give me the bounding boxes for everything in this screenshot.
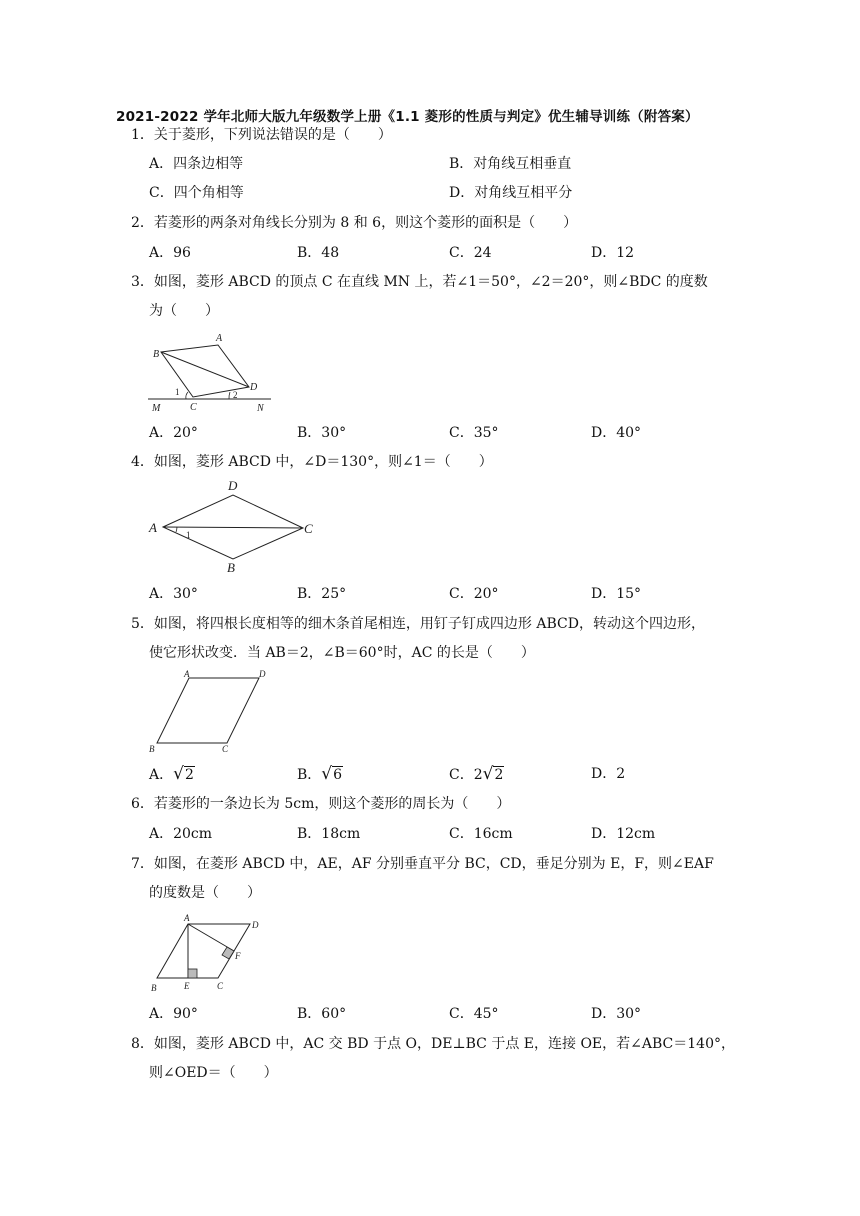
question-7-option-d: D．30°: [591, 1006, 642, 1022]
question-5-stem-line2: 使它形状改变．当 AB＝2，∠B＝60°时，AC 的长是（ ）: [149, 645, 535, 661]
question-8-stem-line1: 8．如图，菱形 ABCD 中，AC 交 BD 于点 O，DE⊥BC 于点 E，连接 OE，若∠ABC＝140°，: [131, 1036, 735, 1052]
question-1-option-a: A．四条边相等: [149, 156, 244, 172]
q3-label-d: D: [250, 382, 258, 393]
question-6-option-d: D．12cm: [591, 826, 656, 842]
question-6-option-a: A．20cm: [149, 826, 213, 842]
question-3-option-a: A．20°: [149, 425, 198, 441]
document-title: 2021-2022 学年北师大版九年级数学上册《1.1 菱形的性质与判定》优生辅导训练（附答案）: [116, 109, 699, 125]
question-4-stem: 4．如图，菱形 ABCD 中，∠D＝130°，则∠1＝（ ）: [131, 454, 493, 470]
q3-label-angle1: 1: [175, 387, 180, 397]
sqrt-symbol: √2: [482, 764, 504, 784]
question-6-option-b: B．18cm: [297, 826, 361, 842]
question-7-option-a: A．90°: [149, 1006, 198, 1022]
question-4-figure: [146, 478, 326, 578]
q4-label-d: D: [228, 478, 238, 493]
question-1-option-d: D．对角线互相平分: [449, 185, 573, 201]
question-3-option-d: D．40°: [591, 425, 642, 441]
question-2-option-d: D．12: [591, 245, 635, 261]
q7-label-f: F: [235, 951, 241, 961]
question-7-option-b: B．60°: [297, 1006, 347, 1022]
sqrt-symbol: √2: [173, 764, 194, 784]
q7-label-b: B: [151, 983, 157, 993]
question-2-option-c: C．24: [449, 245, 492, 261]
question-5-figure: [146, 668, 276, 753]
q5-label-b: B: [149, 744, 155, 754]
question-3-option-b: B．30°: [297, 425, 347, 441]
question-3-option-c: C．35°: [449, 425, 499, 441]
question-5-option-c: C．2√2: [449, 764, 504, 784]
question-5-option-b: B．√6: [297, 764, 343, 784]
question-7-option-c: C．45°: [449, 1006, 499, 1022]
question-4-option-b: B．25°: [297, 586, 347, 602]
q3-label-m: M: [152, 403, 161, 414]
q5-label-d: D: [259, 669, 266, 679]
question-7-stem-line2: 的度数是（ ）: [149, 885, 261, 901]
sqrt-symbol: √6: [321, 764, 343, 784]
q7-label-a: A: [184, 913, 190, 923]
question-1-stem: 1．关于菱形，下列说法错误的是（ ）: [131, 127, 392, 143]
q4-label-c: C: [304, 521, 313, 536]
q5-label-a: A: [184, 669, 190, 679]
question-2-option-b: B．48: [297, 245, 340, 261]
q7-label-e: E: [184, 981, 190, 991]
question-7-figure: [146, 910, 276, 995]
question-4-option-d: D．15°: [591, 586, 642, 602]
question-1-option-c: C．四个角相等: [149, 185, 244, 201]
question-5-option-d: D．2: [591, 766, 626, 782]
q4-label-angle1: 1: [186, 530, 191, 540]
question-1-option-b: B．对角线互相垂直: [449, 156, 572, 172]
q3-label-b: B: [153, 349, 160, 360]
q7-label-c: C: [217, 981, 224, 991]
q5-label-c: C: [222, 744, 229, 754]
question-5-option-a: A．√2: [149, 764, 194, 784]
question-2-stem: 2．若菱形的两条对角线长分别为 8 和 6，则这个菱形的面积是（ ）: [131, 215, 578, 231]
q3-label-c: C: [190, 402, 197, 413]
q3-label-n: N: [257, 403, 264, 414]
question-5-stem-line1: 5．如图，将四根长度相等的细木条首尾相连，用钉子钉成四边形 ABCD，转动这个四边形，: [131, 616, 705, 632]
question-4-option-a: A．30°: [149, 586, 198, 602]
q7-label-d: D: [252, 920, 259, 930]
question-7-stem-line1: 7．如图，在菱形 ABCD 中，AE，AF 分别垂直平分 BC，CD，垂足分别为 E，F，则∠EAF: [131, 856, 714, 872]
q4-label-b: B: [227, 560, 235, 575]
question-3-stem-line2: 为（ ）: [149, 303, 219, 319]
question-3-stem-line1: 3．如图，菱形 ABCD 的顶点 C 在直线 MN 上，若∠1＝50°，∠2＝20°，则∠BDC 的度数: [131, 274, 708, 290]
question-8-stem-line2: 则∠OED＝（ ）: [149, 1065, 278, 1081]
question-2-option-a: A．96: [149, 245, 191, 261]
q4-label-a: A: [149, 520, 157, 535]
q3-label-angle2: 2: [233, 390, 238, 400]
question-6-stem: 6．若菱形的一条边长为 5cm，则这个菱形的周长为（ ）: [131, 796, 511, 812]
question-4-option-c: C．20°: [449, 586, 499, 602]
question-3-figure: [146, 330, 276, 415]
question-6-option-c: C．16cm: [449, 826, 513, 842]
q3-label-a: A: [216, 333, 223, 344]
